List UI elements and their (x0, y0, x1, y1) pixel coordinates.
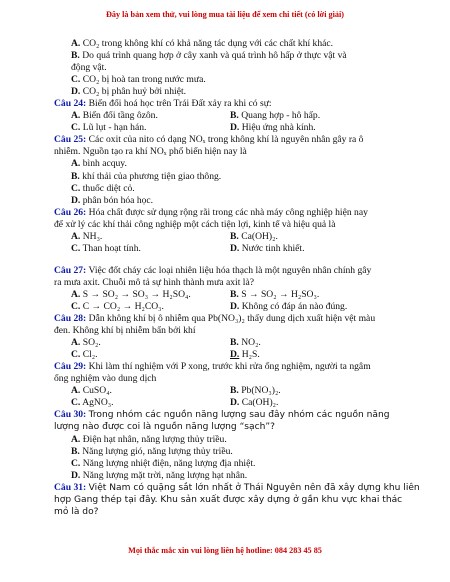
q30-option-d: D. Năng lượng mặt trời, năng lượng hạt nhân. (71, 469, 248, 481)
q25-stem: Câu 25: Các oxit của nito có dạng NOₓ trong không khí là nguyên nhân gây ra ô (54, 134, 364, 146)
q23-option-d: D. CO₂ bị phân huỷ bởi nhiệt. (71, 86, 187, 98)
q29-options-row1: A. CuSO₄. B. Pb(NO₃)₂. (71, 385, 281, 397)
q26-stem: Câu 26: Hóa chất được sử dụng rộng rãi trong các nhà máy công nghiệp hiện nay (54, 206, 368, 218)
q30-stem-cont: lượng nào được coi là nguồn năng lượng “sạch”? (54, 422, 275, 433)
q23-option-b: B. Do quá trình quang hợp ở cây xanh và quá trình hô hấp ở thực vật và (71, 50, 347, 62)
q25-option-a: A. bình acquy. (71, 158, 127, 170)
q23-option-a: A. CO₂ trong không khí có khả năng tác dụng với các chất khí khác. (71, 38, 334, 49)
q25-option-b: B. khí thải của phương tiện giao thông. (71, 170, 222, 182)
q24-options-row1: A. Biến đổi tầng ôzôn. B. Quang hợp - hô hấp. (71, 110, 321, 122)
q25-stem-cont: nhiễm. Nguồn tạo ra khí NOₓ phổ biến hiện nay là (54, 146, 247, 158)
q30-option-b: B. Năng lượng gió, năng lượng thủy triều. (71, 445, 233, 457)
q28-options-row1: A. SO₂. B. NO₂. (71, 337, 261, 349)
preview-header-notice: Đây là bản xem thử, vui lòng mua tài liệu để xem chi tiết (có lời giải) (105, 10, 344, 19)
q25-option-d: D. phân bón hóa học. (71, 194, 154, 206)
q26-options-row1: A. NH₃. B. Ca(OH)₂. (71, 230, 278, 242)
document-body (54, 38, 420, 518)
hotline-footer: Mọi thắc mắc xin vui lòng liên hệ hotline: 084 283 45 85 (128, 546, 322, 555)
q23-option-b-cont: động vật. (71, 62, 107, 74)
q26-options-row2: C. Than hoạt tính. D. Nước tinh khiết. (71, 242, 305, 254)
q28-options-row2: C. Cl₂. D. H₂S. (71, 349, 260, 361)
q23-option-c: C. CO₂ bị hoà tan trong nước mưa. (71, 74, 206, 86)
q30-option-a: A. Điện hạt nhân, năng lượng thủy triều. (71, 433, 227, 445)
q27-options-row1: A. S → SO₂ → SO₃ → H₂SO₄. B. S → SO₂ → H₂SO₃. (71, 288, 320, 300)
q27-stem-cont: ra mưa axit. Chuỗi mô tả sự hình thành mưa axit là? (54, 276, 254, 288)
q29-stem-cont: ống nghiệm vào dung dịch (54, 373, 157, 385)
q24-options-row2: C. Lũ lụt - hạn hán. D. Hiệu ứng nhà kính. (71, 122, 316, 134)
q29-stem: Câu 29: Khi làm thí nghiệm với P xong, trước khi rửa ống nghiệm, người ta ngâm (54, 361, 371, 373)
q27-stem: Câu 27: Việc đốt cháy các loại nhiên liệu hóa thạch là một nguyên nhân chính gây (54, 264, 372, 276)
q25-option-c: C. thuốc diệt cỏ. (71, 182, 135, 194)
q28-stem-cont: đen. Không khí bị nhiễm bẩn bởi khí (54, 325, 196, 337)
q30-stem: Câu 30: Trong nhóm các nguồn năng lượng sau đây nhóm các nguồn năng (54, 409, 390, 421)
q31-stem: Câu 31: Việt Nam có quặng sắt lớn nhất ở Thái Nguyên nên đã xây dựng khu liên (54, 481, 420, 493)
q28-stem: Câu 28: Dẫn không khí bị ô nhiễm qua Pb(NO₃)₂ thấy dung dịch xuất hiện vệt màu (54, 313, 376, 325)
q30-option-c: C. Năng lượng nhiệt điện, năng lượng địa nhiệt. (71, 457, 256, 469)
q29-options-row2: C. AgNO₃. D. Ca(OH)₂. (71, 397, 279, 409)
q26-stem-cont: để xử lý các khí thải công nghiệp một cách tiện lợi, kinh tế và hiệu quả là (54, 218, 336, 230)
q31-stem-cont: hợp Gang thép tại đây. Khu sản xuất được xây dựng ở gần khu vực khai thác (54, 494, 403, 505)
q27-options-row2: C. C → CO₂ → H₂CO₃. D. Không có đáp án nào đúng. (71, 300, 348, 312)
q24-stem: Câu 24: Biến đổi hoá học trên Trái Đất xảy ra khi có sự: (54, 98, 272, 110)
q31-stem-cont2: mỏ là do? (54, 506, 99, 517)
